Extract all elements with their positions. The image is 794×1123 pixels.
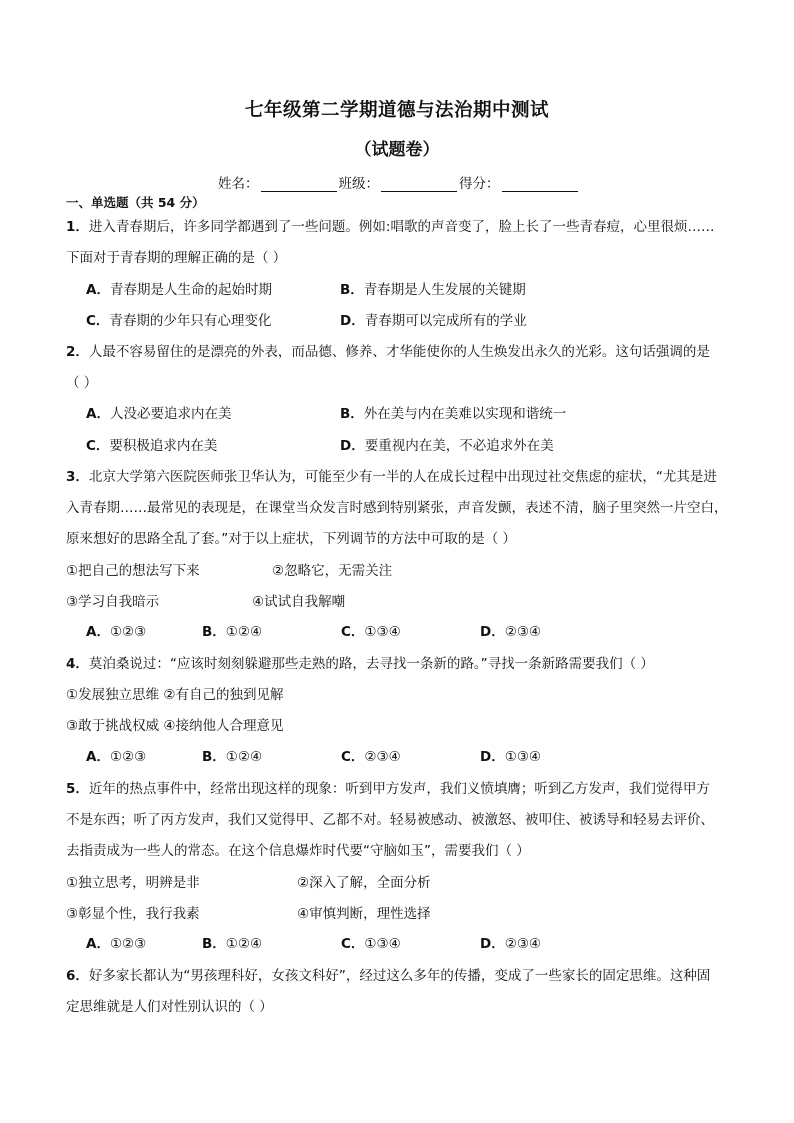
question-1-option-a[interactable] [86,280,272,300]
option-text: ②③④ [364,749,401,765]
question-2-option-b[interactable] [340,404,566,424]
option-letter: B． [340,406,364,422]
option-text: 要重视内在美，不必追求外在美 [364,438,554,454]
question-4-line-1 [66,654,654,674]
question-number: 2． [66,344,89,360]
question-3-statement-4: ④试试自我解嘲 [252,594,346,610]
question-2-option-a[interactable] [86,404,231,424]
question-5-option-c[interactable] [341,934,401,954]
question-2-line-1 [66,342,710,362]
option-letter: A． [86,282,110,298]
question-5-line-3: 去指责成为一些人的常态。在这个信息爆炸时代要“守脑如玉”，需要我们（ ） [66,843,530,859]
name-field[interactable] [261,177,337,192]
question-6-line-2: 定思维就是人们对性别认识的（ ） [66,999,273,1015]
option-letter: B． [202,624,226,640]
option-letter: C． [341,936,365,952]
option-letter: A． [86,624,110,640]
option-text: 人没必要追求内在美 [109,406,232,422]
question-text: 人最不容易留住的是漂亮的外表，而品德、修养、才华能使你的人生焕发出永久的光彩。这句话强调的是 [88,344,710,360]
question-1-option-d[interactable] [340,311,527,331]
option-letter: B． [202,936,226,952]
question-3-statement-2: ②忽略它，无需关注 [272,563,393,579]
option-text: ①②④ [225,624,263,640]
question-3-line-2: 入青春期……最常见的表现是，在课堂当众发言时感到特别紧张，声音发颤，表述不清，脑子里突然一片空白， [66,500,728,516]
option-text: ①②③ [109,749,147,765]
option-text: ①③④ [504,749,542,765]
score-label: 得分： [459,176,500,192]
option-text: 青春期可以完成所有的学业 [364,313,527,329]
question-3-option-d[interactable] [480,622,541,642]
option-text: ①②④ [225,936,263,952]
question-3-statement-1: ①把自己的想法写下来 [66,563,200,579]
score-field[interactable] [502,177,578,192]
option-letter: C． [341,624,365,640]
option-letter: B． [340,282,364,298]
question-3-line-1 [66,467,717,487]
question-4-option-c[interactable] [341,747,401,767]
option-text: ①②③ [109,624,147,640]
option-text: 青春期是人生发展的关键期 [363,282,526,298]
student-info-row [218,172,580,192]
question-1-option-b[interactable] [340,280,526,300]
question-text: 近年的热点事件中，经常出现这样的现象：听到甲方发声，我们义愤填膺；听到乙方发声，我们觉得甲方 [88,781,710,797]
question-5-statement-4: ④审慎判断，理性选择 [297,906,431,922]
option-text: ①③④ [364,936,401,952]
question-number: 4． [66,656,89,672]
option-letter: D． [340,438,365,454]
question-2-option-d[interactable] [340,436,554,456]
question-5-option-a[interactable] [86,934,146,954]
question-4-option-a[interactable] [86,747,146,767]
option-text: 青春期是人生命的起始时期 [109,282,272,298]
question-1-option-c[interactable] [86,311,271,331]
option-text: 要积极追求内在美 [109,438,218,454]
question-5-line-2: 不是东西；听了丙方发声，我们又觉得甲、乙都不对。轻易被感动、被激怒、被叩住、被诱导和轻易去评价、 [66,812,714,828]
option-letter: D． [480,624,505,640]
option-letter: D． [340,313,365,329]
option-letter: C． [341,749,365,765]
question-3-option-b[interactable] [202,622,262,642]
question-4-statement-1: ①发展独立思维 ②有自己的独到见解 [66,687,284,703]
question-2-option-c[interactable] [86,436,217,456]
question-5-line-1 [66,779,710,799]
question-3-option-a[interactable] [86,622,146,642]
question-1-line-2: 下面对于青春期的理解正确的是（ ） [66,250,287,266]
question-5-statement-3: ③彰显个性，我行我素 [66,906,200,922]
option-letter: A． [86,749,110,765]
question-5-statement-1: ①独立思考，明辨是非 [66,875,200,891]
option-text: ①②④ [225,749,263,765]
option-text: ②③④ [504,624,542,640]
option-letter: B． [202,749,226,765]
question-4-statement-2: ③敢于挑战权威 ④接纳他人合理意见 [66,718,284,734]
option-letter: C． [86,438,110,454]
option-letter: D． [480,749,505,765]
page-subtitle: （试题卷） [354,140,440,160]
page-title: 七年级第二学期道德与法治期中测试 [244,100,549,121]
question-number: 5． [66,781,89,797]
question-6-line-1 [66,966,710,986]
question-number: 6． [66,968,89,984]
class-label: 班级： [338,176,379,192]
question-3-option-c[interactable] [341,622,401,642]
option-letter: A． [86,936,110,952]
question-text: 北京大学第六医院医师张卫华认为，可能至少有一半的人在成长过程中出现过社交焦虑的症状，“尤其是进 [88,469,717,485]
name-label: 姓名： [218,176,259,192]
section-title: 一、单选题（共 54 分） [66,195,205,210]
class-field[interactable] [381,177,457,192]
question-3-statement-3: ③学习自我暗示 [66,594,160,610]
option-text: ②③④ [504,936,542,952]
question-number: 1． [66,219,89,235]
question-1-line-1 [66,217,714,237]
question-text: 莫泊桑说过：“应该时刻刻躲避那些走熟的路，去寻找一条新的路。”寻找一条新路需要我们（ ） [88,656,654,672]
option-text: ①②③ [109,936,147,952]
question-4-option-b[interactable] [202,747,262,767]
question-5-option-d[interactable] [480,934,541,954]
question-text: 进入青春期后，许多同学都遇到了一些问题。例如:唱歌的声音变了，脸上长了一些青春痘，心里很烦…… [88,219,715,235]
question-2-line-2: （ ） [66,375,98,391]
question-number: 3． [66,469,89,485]
option-text: 外在美与内在美难以实现和谐统一 [363,406,567,422]
option-text: ①③④ [364,624,401,640]
option-letter: D． [480,936,505,952]
question-5-statement-2: ②深入了解，全面分析 [297,875,431,891]
question-4-option-d[interactable] [480,747,541,767]
option-text: 青春期的少年只有心理变化 [109,313,272,329]
question-5-option-b[interactable] [202,934,262,954]
option-letter: A． [86,406,110,422]
question-3-line-3: 原来想好的思路全乱了套。”对于以上症状，下列调节的方法中可取的是（ ） [66,531,517,547]
question-text: 好多家长都认为“男孩理科好，女孩文科好”，经过这么多年的传播，变成了一些家长的固定思维。这种固 [88,968,711,984]
option-letter: C． [86,313,110,329]
